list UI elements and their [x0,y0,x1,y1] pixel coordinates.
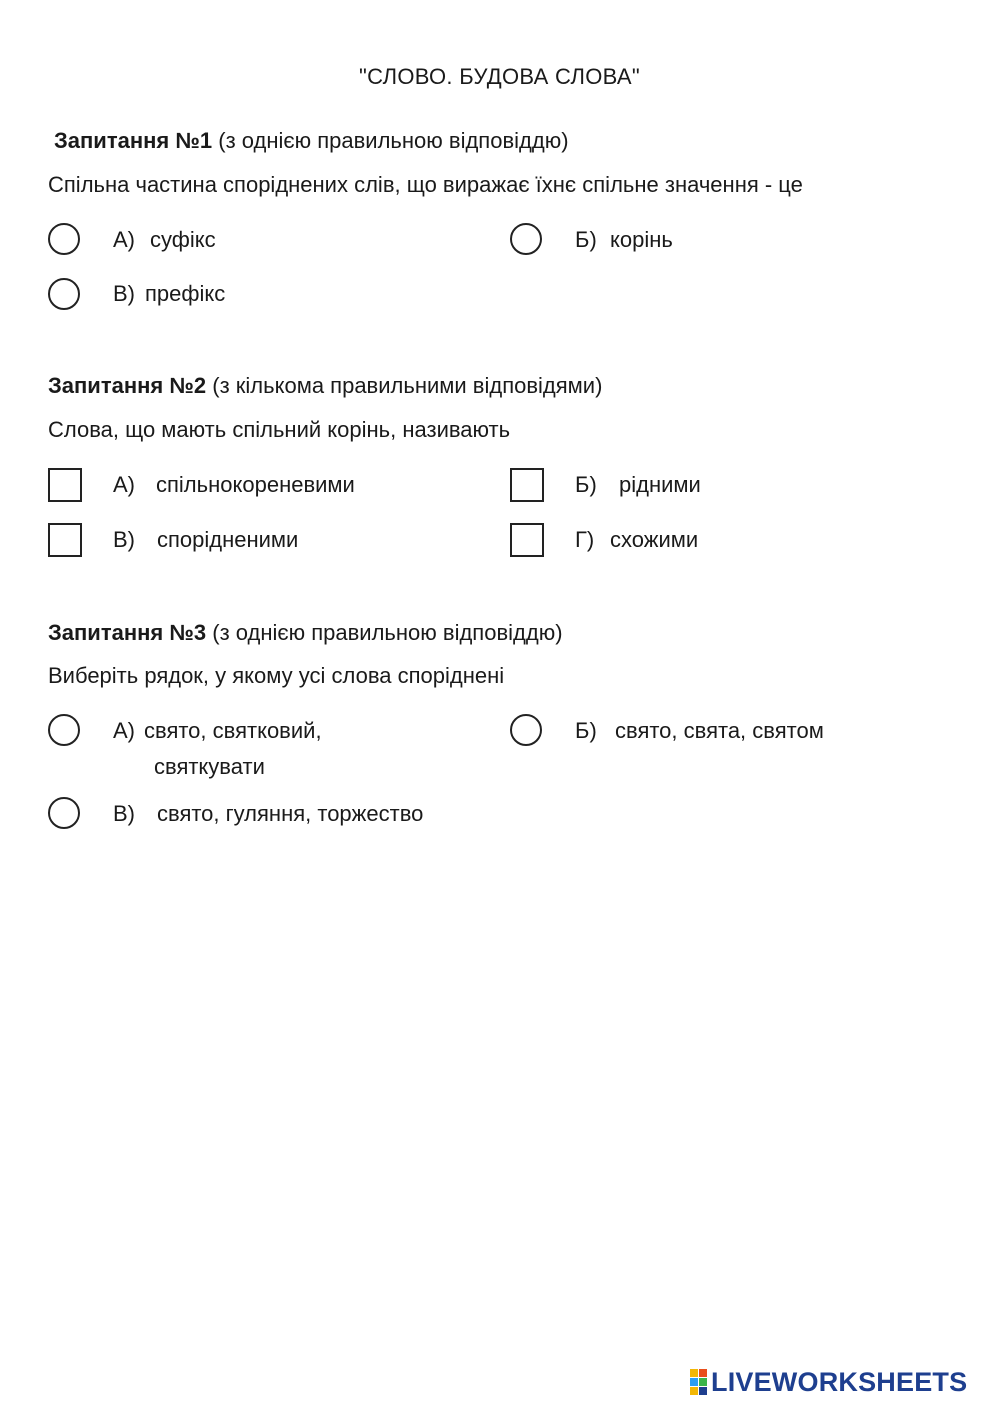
logo-mark-block [699,1387,707,1395]
logo-mark-block [699,1378,707,1386]
logo-mark-block [699,1369,707,1377]
question-2-number: Запитання №2 [48,373,207,398]
logo-mark-block [690,1378,698,1386]
question-2-option-b-answer: рідними [619,472,701,497]
question-3-mode: (з однією правильною відповіддю) [212,620,563,645]
logo-text: LIVEWORKSHEETS [711,1366,968,1397]
question-2-option-d-letter: Г) [575,527,595,552]
logo-mark-block [690,1387,698,1395]
question-3-option-a-answer: свято, святковий, [144,718,322,743]
question-2-text: Слова, що мають спільний корінь, називають [48,417,511,442]
question-1-number: Запитання №1 [54,128,213,153]
question-1-text: Спільна частина споріднених слів, що виражає їхнє спільне значення - це [48,172,803,197]
question-2-heading [48,373,602,399]
question-1-option-a-radio[interactable] [48,223,80,255]
question-1-option-c-answer: префікс [145,281,226,306]
question-3-option-c-letter: В) [113,801,135,826]
question-3-text: Виберіть рядок, у якому усі слова споріднені [48,663,505,688]
question-3-number: Запитання №3 [48,620,207,645]
question-3-heading [48,620,563,646]
question-1-mode: (з однією правильною відповіддю) [218,128,569,153]
question-1-option-a-letter: А) [113,227,135,252]
question-1-option-b-answer: корінь [610,227,673,252]
question-1-option-c-letter: В) [113,281,135,306]
logo-mark-icon [690,1369,707,1395]
question-3-option-c-radio[interactable] [48,797,80,829]
question-1-option-b-letter: Б) [575,227,597,252]
liveworksheets-logo [690,1368,967,1396]
question-3-option-a-answer-line2: святкувати [154,754,265,779]
question-3-option-b-answer: свято, свята, святом [615,718,824,743]
question-2-option-c-answer: спорідненими [157,527,299,552]
question-1-option-c-radio[interactable] [48,278,80,310]
question-3-option-b-radio[interactable] [510,714,542,746]
question-3-option-c-answer: свято, гуляння, торжество [157,801,424,826]
logo-mark-block [690,1369,698,1377]
question-2-option-c-checkbox[interactable] [48,523,82,557]
question-2-option-b-letter: Б) [575,472,597,497]
question-2-option-d-checkbox[interactable] [510,523,544,557]
question-3-option-a-letter: А) [113,718,135,743]
question-3-option-a-radio[interactable] [48,714,80,746]
question-1-option-a-answer: суфікс [150,227,216,252]
question-3-option-b-letter: Б) [575,718,597,743]
question-1-option-b-radio[interactable] [510,223,542,255]
question-1-heading [54,128,569,154]
question-2-option-b-checkbox[interactable] [510,468,544,502]
question-2-option-c-letter: В) [113,527,135,552]
question-2-option-a-checkbox[interactable] [48,468,82,502]
question-2-option-a-answer: спільнокореневими [156,472,355,497]
worksheet-title: "СЛОВО. БУДОВА СЛОВА" [359,64,640,89]
question-2-option-a-letter: А) [113,472,135,497]
question-2-mode: (з кількома правильними відповідями) [212,373,603,398]
question-2-option-d-answer: схожими [610,527,699,552]
